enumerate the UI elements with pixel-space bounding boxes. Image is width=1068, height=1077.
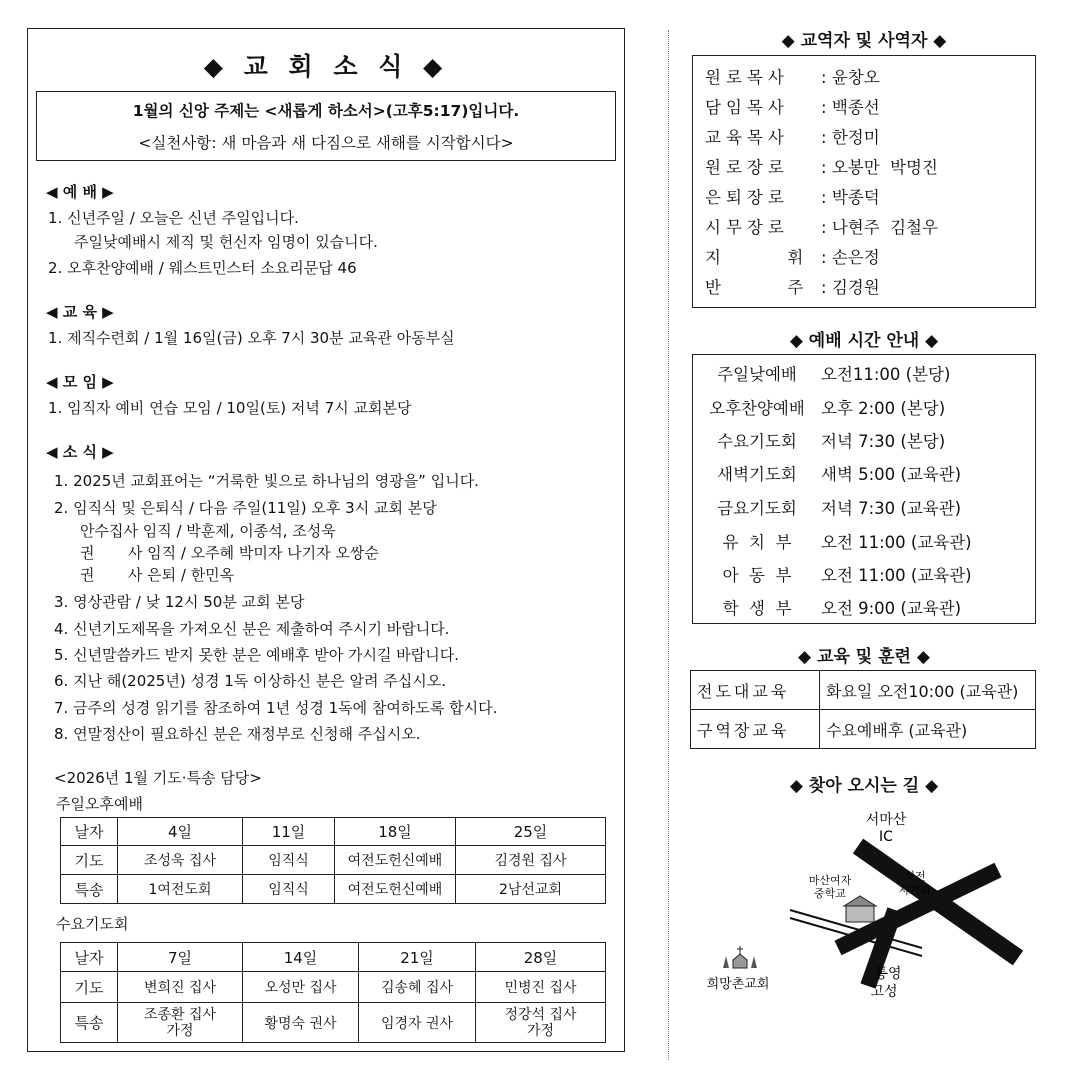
- worship-line: 2. 오후찬양예배 / 웨스트민스터 소요리문답 46: [48, 259, 357, 277]
- service-row: [693, 395, 945, 419]
- table-cell: 정강석 집사 가정: [476, 1003, 606, 1043]
- staff-row: [705, 184, 880, 208]
- staff-name: 박종덕: [831, 188, 880, 207]
- service-name: 학 생 부: [722, 599, 792, 618]
- staff-sep: :: [821, 248, 827, 267]
- table-cell: 임직식: [243, 846, 335, 875]
- label-church: 희망촌교회: [706, 977, 770, 992]
- label-ic: IC: [879, 829, 893, 845]
- worship-heading: ◀ 예 배 ▶: [46, 183, 114, 201]
- service-times-box: [692, 354, 1036, 624]
- staff-sep: :: [821, 68, 827, 87]
- school-icon: [844, 896, 876, 922]
- staff-name: 오봉만 박명진: [831, 158, 938, 177]
- notice-item: 8. 연말정산이 필요하신 분은 재정부로 신청해 주십시오.: [54, 725, 421, 743]
- service-row: [693, 595, 961, 619]
- education-heading: ◀ 교 육 ▶: [46, 303, 114, 321]
- training-table: [690, 670, 1036, 749]
- notice-item: 7. 금주의 성경 읽기를 참조하여 1년 성경 1독에 참여하도록 합시다.: [54, 699, 498, 717]
- table-header-cell: 11일: [243, 818, 335, 846]
- directions-heading: ◆ 찾아 오시는 길 ◆: [789, 776, 939, 796]
- table-header-cell: 28일: [476, 943, 606, 972]
- staff-role: 교육목사: [705, 128, 789, 147]
- education-line: 1. 제직수련회 / 1월 16일(금) 오후 7시 30분 교육관 아동부실: [48, 329, 455, 347]
- label-south: 통영: [874, 966, 902, 982]
- staff-box: [692, 55, 1036, 308]
- staff-row: [705, 244, 880, 268]
- wednesday-prayer-label: 수요기도회: [56, 915, 129, 933]
- table-cell: 민병진 집사: [476, 972, 606, 1003]
- service-name: 유 치 부: [722, 533, 792, 552]
- sunday-afternoon-label: 주일오후예배: [56, 795, 143, 813]
- staff-sep: :: [821, 158, 827, 177]
- church-icon: [723, 946, 757, 968]
- service-name: 수요기도회: [717, 432, 797, 451]
- meeting-line: 1. 임직자 예비 연습 모임 / 10일(토) 저녁 7시 교회본당: [48, 399, 412, 417]
- staff-name: 나현주 김철우: [831, 218, 938, 237]
- table-cell: 김경원 집사: [456, 846, 606, 875]
- church-news-panel: [27, 28, 625, 1052]
- staff-role: 반 주: [705, 278, 809, 297]
- training-time: 수요예배후 (교육관): [820, 710, 1036, 749]
- notice-item: 6. 지난 해(2025년) 성경 1독 이상하신 분은 알려 주십시오.: [54, 672, 446, 690]
- staff-role: 원로목사: [705, 68, 789, 87]
- table-header-cell: 날자: [61, 818, 118, 846]
- column-divider: [668, 30, 669, 1060]
- service-name: 아 동 부: [722, 566, 792, 585]
- table-cell: 여전도헌신예배: [335, 875, 456, 904]
- staff-name: 김경원: [831, 278, 880, 297]
- table-header-cell: 25일: [456, 818, 606, 846]
- staff-row: [705, 64, 880, 88]
- training-heading: ◆ 교육 및 훈련 ◆: [798, 647, 930, 667]
- notice-item: 1. 2025년 교회표어는 “거룩한 빛으로 하나님의 영광을” 입니다.: [54, 472, 479, 490]
- service-name: 오후찬양예배: [709, 399, 805, 418]
- table-cell: 조성욱 집사: [118, 846, 243, 875]
- staff-name: 한정미: [831, 128, 880, 147]
- staff-sep: :: [821, 278, 827, 297]
- service-time: 저녁 7:30 (교육관): [821, 499, 962, 518]
- table-cell: 오성만 집사: [243, 972, 359, 1003]
- label-south: 고성: [870, 984, 898, 1000]
- table-header-cell: 4일: [118, 818, 243, 846]
- notice-subline: 권 사 임직 / 오주혜 박미자 나기자 오쌍순: [80, 544, 379, 562]
- staff-role: 지 휘: [705, 248, 809, 267]
- notice-item: 2. 임직식 및 은퇴식 / 다음 주일(11일) 오후 3시 교회 본당: [54, 499, 437, 517]
- staff-row: [705, 94, 880, 118]
- training-name: 전도대교육: [691, 671, 820, 710]
- theme-line-2: <실천사항: 새 마음과 새 다짐으로 새해를 시작합시다>: [138, 134, 514, 152]
- staff-name: 백종선: [831, 98, 880, 117]
- table-cell: 변희진 집사: [118, 972, 243, 1003]
- service-time: 오전 9:00 (교육관): [821, 599, 962, 618]
- service-row: [693, 461, 961, 485]
- theme-line-1: 1월의 신앙 주제는 <새롭게 하소서>(고후5:17)입니다.: [132, 102, 520, 120]
- label-ic: 서마산: [865, 812, 907, 828]
- staff-sep: :: [821, 128, 827, 147]
- notice-heading: ◀ 소 식 ▶: [46, 443, 114, 461]
- staff-sep: :: [821, 98, 827, 117]
- service-row: [693, 361, 950, 385]
- service-times-heading: ◆ 예배 시간 안내 ◆: [789, 331, 939, 351]
- table-cell: 임경자 권사: [359, 1003, 476, 1043]
- table-cell: 특송: [61, 875, 118, 904]
- service-time: 오전 11:00 (교육관): [821, 533, 972, 552]
- staff-row: [705, 214, 938, 238]
- table-header-cell: 21일: [359, 943, 476, 972]
- monthly-theme-box: [36, 91, 616, 161]
- meeting-heading: ◀ 모 임 ▶: [46, 373, 114, 391]
- service-time: 새벽 5:00 (교육관): [821, 465, 962, 484]
- worship-line: 주일낮예배시 제직 및 헌신자 임명이 있습니다.: [74, 233, 378, 251]
- label-school: 중학교: [814, 887, 846, 900]
- service-time: 오전11:00 (본당): [821, 365, 951, 384]
- table-cell: 김송혜 집사: [359, 972, 476, 1003]
- table-cell: 임직식: [243, 875, 335, 904]
- service-time: 오후 2:00 (본당): [821, 399, 946, 418]
- service-name: 주일낮예배: [717, 365, 797, 384]
- staff-role: 원로장로: [705, 158, 789, 177]
- notice-subline: 안수집사 임직 / 박훈제, 이종석, 조성욱: [80, 522, 336, 540]
- service-time: 오전 11:00 (교육관): [821, 566, 972, 585]
- service-row: [693, 495, 961, 519]
- notice-item: 3. 영상관람 / 낮 12시 50분 교회 본당: [54, 593, 305, 611]
- notice-item: 4. 신년기도제목을 가져오신 분은 제출하여 주시기 바랍니다.: [54, 620, 450, 638]
- directions-map: [690, 808, 1036, 1018]
- table-header-cell: 18일: [335, 818, 456, 846]
- table-cell: 황명숙 권사: [243, 1003, 359, 1043]
- table-header-cell: 날자: [61, 943, 118, 972]
- sunday-duty-table: [60, 817, 606, 904]
- label-crossroad: 사거리: [899, 884, 931, 897]
- wednesday-duty-table: [60, 942, 606, 1043]
- staff-name: 윤창오: [831, 68, 880, 87]
- staff-row: [705, 154, 938, 178]
- staff-sep: :: [821, 188, 827, 207]
- staff-name: 손은정: [831, 248, 880, 267]
- training-name: 구역장교육: [691, 710, 820, 749]
- service-time: 저녁 7:30 (본당): [821, 432, 946, 451]
- service-row: [693, 529, 972, 553]
- label-school: 마산여자: [808, 874, 852, 887]
- staff-heading: ◆ 교역자 및 사역자 ◆: [781, 31, 947, 51]
- table-cell: 1여전도회: [118, 875, 243, 904]
- service-name: 금요기도회: [717, 499, 797, 518]
- training-time: 화요일 오전10:00 (교육관): [820, 671, 1036, 710]
- label-crossroad: 석전: [904, 870, 926, 883]
- news-title: ◆ 교 회 소 식 ◆: [203, 52, 449, 81]
- table-cell: 2남선교회: [456, 875, 606, 904]
- service-row: [693, 562, 972, 586]
- staff-row: [705, 274, 880, 298]
- service-row: [693, 428, 945, 452]
- notice-item: 5. 신년말씀카드 받지 못한 분은 예배후 받아 가시길 바랍니다.: [54, 646, 459, 664]
- notice-subline: 권 사 은퇴 / 한민옥: [80, 566, 235, 584]
- duty-title: <2026년 1월 기도·특송 담당>: [54, 769, 262, 787]
- table-header-cell: 7일: [118, 943, 243, 972]
- map-drawing: [690, 808, 1036, 1018]
- staff-sep: :: [821, 218, 827, 237]
- staff-row: [705, 124, 880, 148]
- staff-role: 담임목사: [705, 98, 789, 117]
- table-cell: 기도: [61, 972, 118, 1003]
- table-cell: 기도: [61, 846, 118, 875]
- staff-role: 시무장로: [705, 218, 789, 237]
- table-cell: 여전도헌신예배: [335, 846, 456, 875]
- table-cell: 특송: [61, 1003, 118, 1043]
- worship-line: 1. 신년주일 / 오늘은 신년 주일입니다.: [48, 209, 299, 227]
- service-name: 새벽기도회: [717, 465, 797, 484]
- table-header-cell: 14일: [243, 943, 359, 972]
- table-cell: 조종환 집사 가정: [118, 1003, 243, 1043]
- staff-role: 은퇴장로: [705, 188, 789, 207]
